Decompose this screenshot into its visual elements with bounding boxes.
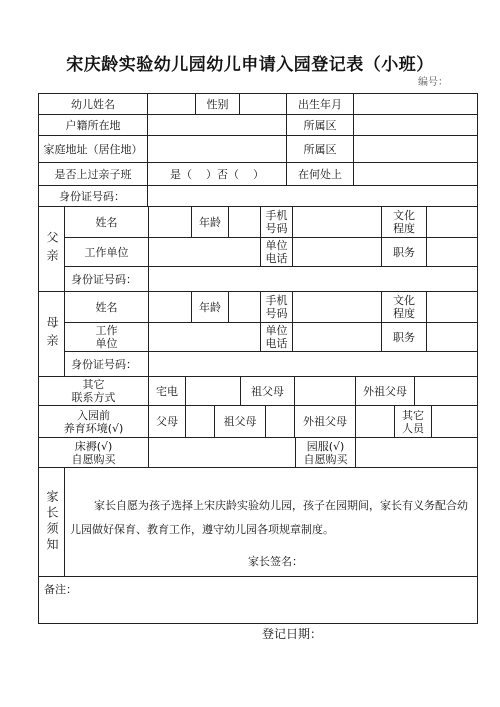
bedding-field[interactable] — [148, 437, 296, 468]
remark-label: 备注： — [44, 583, 77, 596]
gender-field[interactable] — [239, 93, 287, 115]
father-age-field[interactable] — [228, 206, 261, 238]
mother-id-field[interactable] — [148, 351, 478, 377]
hukou-label: 户籍所在地 — [38, 114, 148, 136]
mother-position-field[interactable] — [426, 322, 478, 352]
maternal-grandparents-contact-label: 外祖父母 — [355, 376, 415, 406]
district-field[interactable] — [353, 114, 478, 136]
father-name-field[interactable] — [148, 206, 192, 238]
father-position-label: 职务 — [381, 237, 427, 267]
home-phone-label: 宅电 — [148, 376, 186, 406]
env-paternal-label: 祖父母 — [214, 405, 266, 438]
env-paternal-check[interactable] — [265, 405, 295, 438]
env-other-label: 其它 人员 — [394, 405, 432, 438]
father-id-label: 身份证号码： — [64, 266, 149, 292]
env-parents-check[interactable] — [185, 405, 215, 438]
father-section-label: 父亲 — [38, 206, 65, 292]
father-work-label: 工作单位 — [64, 237, 149, 267]
mother-phone-field[interactable] — [292, 291, 382, 323]
mother-section-label: 母亲 — [38, 291, 65, 377]
mother-name-label: 姓名 — [64, 291, 149, 323]
env-parents-label: 父母 — [148, 405, 186, 438]
environment-label: 入园前 养育环境(√) — [38, 405, 149, 438]
father-work-field[interactable] — [148, 237, 261, 267]
father-name-label: 姓名 — [64, 206, 149, 238]
mother-work-phone-field[interactable] — [292, 322, 382, 352]
father-edu-label: 文化 程度 — [381, 206, 427, 238]
uniform-field[interactable] — [355, 437, 478, 468]
parent-class-label: 是否上过亲子班 — [38, 162, 148, 186]
mother-work-label: 工作 单位 — [64, 322, 149, 352]
mother-work-field[interactable] — [148, 322, 261, 352]
father-edu-field[interactable] — [426, 206, 478, 238]
father-work-phone-label: 单位 电话 — [260, 237, 293, 267]
father-phone-field[interactable] — [292, 206, 382, 238]
child-name-label: 幼儿姓名 — [38, 93, 148, 115]
district-label: 所属区 — [286, 114, 354, 136]
district-label-2: 所属区 — [286, 135, 354, 163]
parent-signature-label: 家长签名： — [248, 555, 303, 568]
where-field[interactable] — [353, 162, 478, 186]
child-name-field[interactable] — [147, 93, 196, 115]
paternal-grandparents-contact-label: 祖父母 — [240, 376, 295, 406]
birth-field[interactable] — [353, 93, 478, 115]
paternal-grandparents-contact-field[interactable] — [294, 376, 356, 406]
father-id-field[interactable] — [148, 266, 478, 292]
bedding-label: 床褥(√) 自愿购买 — [38, 437, 149, 468]
notice-section-label: 家长须知 — [38, 467, 65, 577]
father-position-field[interactable] — [426, 237, 478, 267]
mother-phone-label: 手机 号码 — [260, 291, 293, 323]
father-work-phone-field[interactable] — [292, 237, 382, 267]
hukou-field[interactable] — [147, 114, 287, 136]
remark-box[interactable] — [38, 576, 478, 624]
father-age-label: 年龄 — [191, 206, 229, 238]
father-phone-label: 手机 号码 — [260, 206, 293, 238]
mother-edu-field[interactable] — [426, 291, 478, 323]
mother-work-phone-label: 单位 电话 — [260, 322, 293, 352]
gender-label: 性别 — [195, 93, 240, 115]
mother-id-label: 身份证号码： — [64, 351, 149, 377]
page-title: 宋庆龄实验幼儿园幼儿申请入园登记表（小班） — [66, 55, 434, 75]
uniform-label: 园服(√) 自愿购买 — [295, 437, 356, 468]
register-date-label: 登记日期： — [262, 627, 323, 641]
mother-edu-label: 文化 程度 — [381, 291, 427, 323]
mother-age-field[interactable] — [228, 291, 261, 323]
mother-name-field[interactable] — [148, 291, 192, 323]
address-field[interactable] — [147, 135, 287, 163]
notice-text: 家长自愿为孩子选择上宋庆龄实验幼儿园，孩子在园期间，家长有义务配合幼儿园做好保育、教育工作，遵守幼儿园各项规章制度。 — [70, 499, 468, 536]
child-id-field[interactable] — [147, 185, 478, 207]
other-contact-label: 其它 联系方式 — [38, 376, 149, 406]
mother-age-label: 年龄 — [191, 291, 229, 323]
district-field-2[interactable] — [353, 135, 478, 163]
env-other-field[interactable] — [431, 405, 478, 438]
child-id-label: 身份证号码： — [38, 185, 148, 207]
where-label: 在何处上 — [286, 162, 354, 186]
address-label: 家庭地址（居住地） — [38, 135, 148, 163]
serial-number-label: 编号： — [418, 77, 448, 88]
mother-position-label: 职务 — [381, 322, 427, 352]
birth-label: 出生年月 — [286, 93, 354, 115]
env-maternal-check[interactable] — [355, 405, 395, 438]
env-maternal-label: 外祖父母 — [294, 405, 356, 438]
home-phone-field[interactable] — [185, 376, 241, 406]
maternal-grandparents-contact-field[interactable] — [414, 376, 478, 406]
parent-class-options[interactable]: 是（ ）否（ ） — [147, 162, 287, 186]
